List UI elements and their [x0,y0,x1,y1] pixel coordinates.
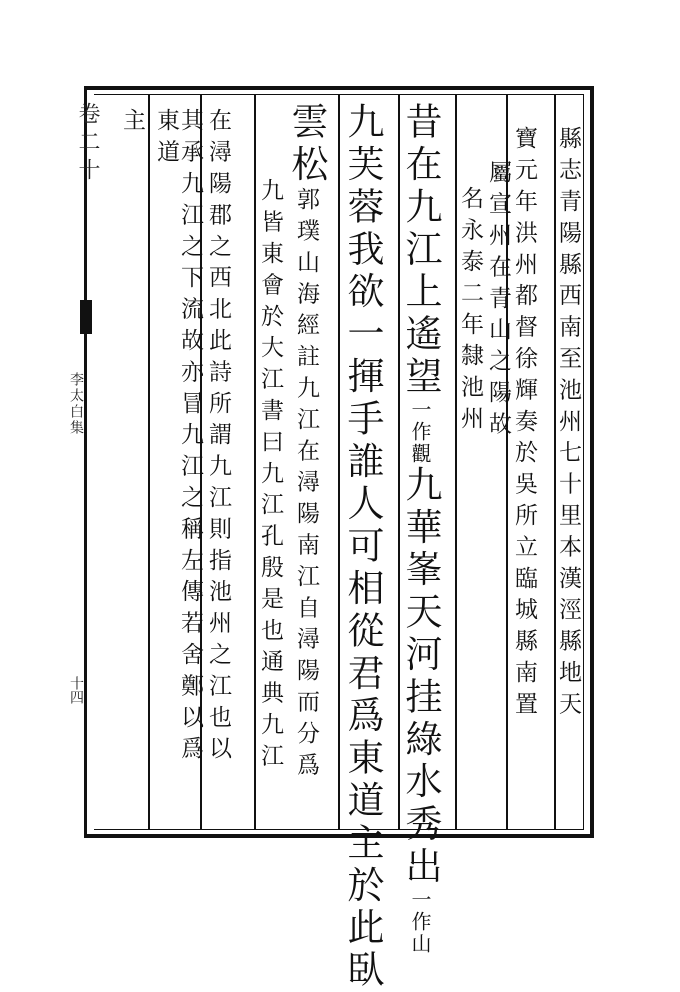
commentary-text: 郭璞山海經註九江在潯陽南江自潯陽而分爲 [293,186,319,784]
text-column-5 [399,102,442,955]
margin-section-label: 李太白集 [68,372,84,436]
text-column-9: 在潯陽郡之西北此詩所謂九江則指池州之江也以 [205,108,231,768]
text-column-3: 屬宣州在青山之陽故 [485,160,511,443]
text-column-4: 名永泰二年隸池州 [457,186,483,438]
text-column-1: 縣志青陽縣西南至池州七十里本漢涇縣地天 [555,126,581,723]
margin-leaf-number: 十四 [68,676,84,704]
text-column-12: 主 [119,108,145,140]
column-divider [254,94,256,830]
text-column-6: 九芙蓉我欲一揮手誰人可相從君爲東道主於此臥 [341,102,384,992]
verse-text: 昔在九江上遙望 [399,102,442,399]
margin-volume-mark: 卷二十 [75,102,100,186]
column-divider [338,94,340,830]
verse-text: 九華峯天河挂綠水秀出 [399,464,442,889]
text-column-11: 東道 [153,108,179,171]
text-column-8: 九皆東會於大江書曰九江孔殷是也通典九江 [257,178,283,775]
column-divider [148,94,150,830]
variant-note: 一作山 [408,888,432,955]
verse-text: 雲松 [285,102,328,187]
text-column-2: 寶元年洪州都督徐輝奏於吳所立臨城縣南置 [511,126,537,723]
text-column-7 [285,102,328,784]
fold-line [84,86,87,838]
fish-tail-mark [80,300,92,334]
variant-note: 一作觀 [408,398,432,465]
text-column-10: 其承九江之下流故亦冒九江之稱左傳若舍鄭以爲 [177,108,203,768]
